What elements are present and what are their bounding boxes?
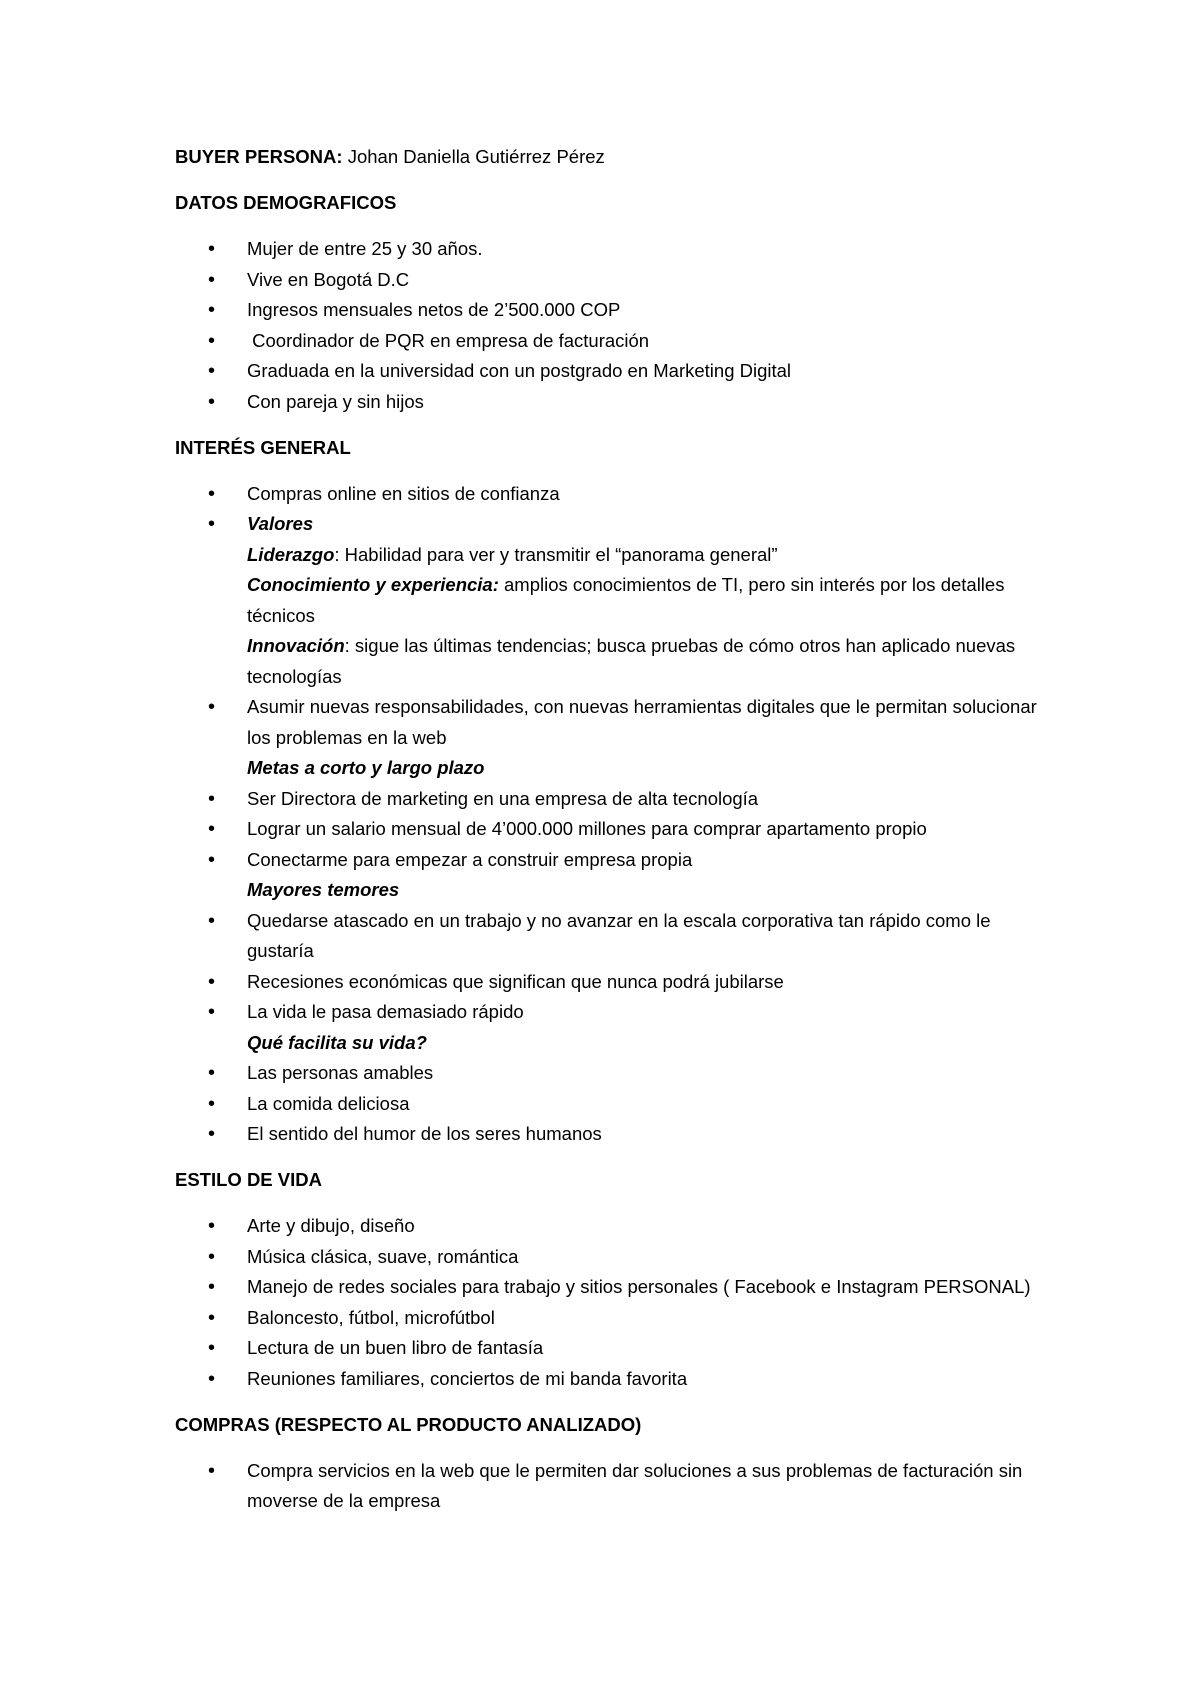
list-item: • Compra servicios en la web que le permiten dar soluciones a sus problemas de facturación sin moverse de la empresa: [175, 1456, 1045, 1517]
list-item: • El sentido del humor de los seres humanos: [175, 1119, 1045, 1150]
liderazgo-line: [247, 540, 1045, 571]
list-item-metas-last: [175, 845, 1045, 906]
list-item: • Lograr un salario mensual de 4’000.000 millones para comprar apartamento propio: [175, 814, 1045, 845]
section-heading-compras: [175, 1410, 1045, 1441]
title-label: BUYER PERSONA:: [175, 146, 343, 167]
heading-text: DATOS DEMOGRAFICOS: [175, 192, 397, 213]
heading-text: COMPRAS (RESPECTO AL PRODUCTO ANALIZADO): [175, 1413, 642, 1435]
list-item: • Baloncesto, fútbol, microfútbol: [175, 1303, 1045, 1334]
list-compras: [175, 1456, 1045, 1517]
list-item: • Arte y dibujo, diseño: [175, 1211, 1045, 1242]
temor-text: • La vida le pasa demasiado rápido: [247, 1001, 524, 1022]
valores-label: • Valores: [247, 513, 314, 534]
list-item: • Quedarse atascado en un trabajo y no avanzar en la escala corporativa tan rápido como le gustaría: [175, 906, 1045, 967]
list-item: • Con pareja y sin hijos: [175, 387, 1045, 418]
meta-text: • Conectarme para empezar a construir empresa propia: [247, 848, 693, 870]
conocimiento-line: [247, 570, 1045, 631]
list-item: • Coordinador de PQR en empresa de facturación: [175, 326, 1045, 357]
liderazgo-label: Liderazgo: [247, 543, 335, 565]
innovacion-line: [247, 631, 1045, 692]
title-value: Johan Daniella Gutiérrez Pérez: [347, 146, 605, 167]
heading-text: ESTILO DE VIDA: [175, 1169, 322, 1190]
list-item: • Música clásica, suave, romántica: [175, 1242, 1045, 1273]
list-item: • Manejo de redes sociales para trabajo y sitios personales ( Facebook e Instagram PERSONAL): [175, 1272, 1045, 1303]
list-estilo: [175, 1211, 1045, 1394]
list-item: • Recesiones económicas que significan que nunca podrá jubilarse: [175, 967, 1045, 998]
liderazgo-text: : Habilidad para ver y transmitir el “panorama general”: [334, 543, 778, 565]
list-item: • Compras online en sitios de confianza: [175, 479, 1045, 510]
heading-text: INTERÉS GENERAL: [175, 436, 351, 458]
list-item-temores-last: [175, 997, 1045, 1058]
list-item: • Vive en Bogotá D.C: [175, 265, 1045, 296]
list-item: • Graduada en la universidad con un postgrado en Marketing Digital: [175, 356, 1045, 387]
section-heading-demograficos: [175, 188, 1045, 219]
list-item-asumir: [175, 692, 1045, 784]
document-title: [175, 142, 1045, 173]
metas-label: Metas a corto y largo plazo: [247, 757, 485, 778]
list-item: • Reuniones familiares, conciertos de mi banda favorita: [175, 1364, 1045, 1395]
temores-label: Mayores temores: [247, 879, 400, 900]
list-item: • La comida deliciosa: [175, 1089, 1045, 1120]
conocimiento-text: amplios conocimientos de TI, pero sin interés por los detalles técnicos: [247, 574, 1005, 626]
list-item-valores: [175, 509, 1045, 692]
innovacion-label: Innovación: [247, 635, 345, 656]
document-content: [175, 142, 1045, 1532]
section-heading-interes: [175, 433, 1045, 464]
list-item: • Ser Directora de marketing en una empresa de alta tecnología: [175, 784, 1045, 815]
innovacion-text: : sigue las últimas tendencias; busca pruebas de cómo otros han aplicado nuevas tecnologías: [247, 635, 1016, 687]
list-item: • Lectura de un buen libro de fantasía: [175, 1333, 1045, 1364]
asumir-text: • Asumir nuevas responsabilidades, con nuevas herramientas digitales que le permitan solucionar los problemas en la web: [247, 696, 1037, 748]
list-item: • Ingresos mensuales netos de 2’500.000 COP: [175, 295, 1045, 326]
facilita-label: Qué facilita su vida?: [247, 1031, 427, 1053]
list-interes: [175, 479, 1045, 1150]
list-item: • Mujer de entre 25 y 30 años.: [175, 234, 1045, 265]
section-heading-estilo: [175, 1165, 1045, 1196]
list-demograficos: [175, 234, 1045, 417]
conocimiento-label: Conocimiento y experiencia:: [247, 574, 499, 595]
list-item: • Las personas amables: [175, 1058, 1045, 1089]
